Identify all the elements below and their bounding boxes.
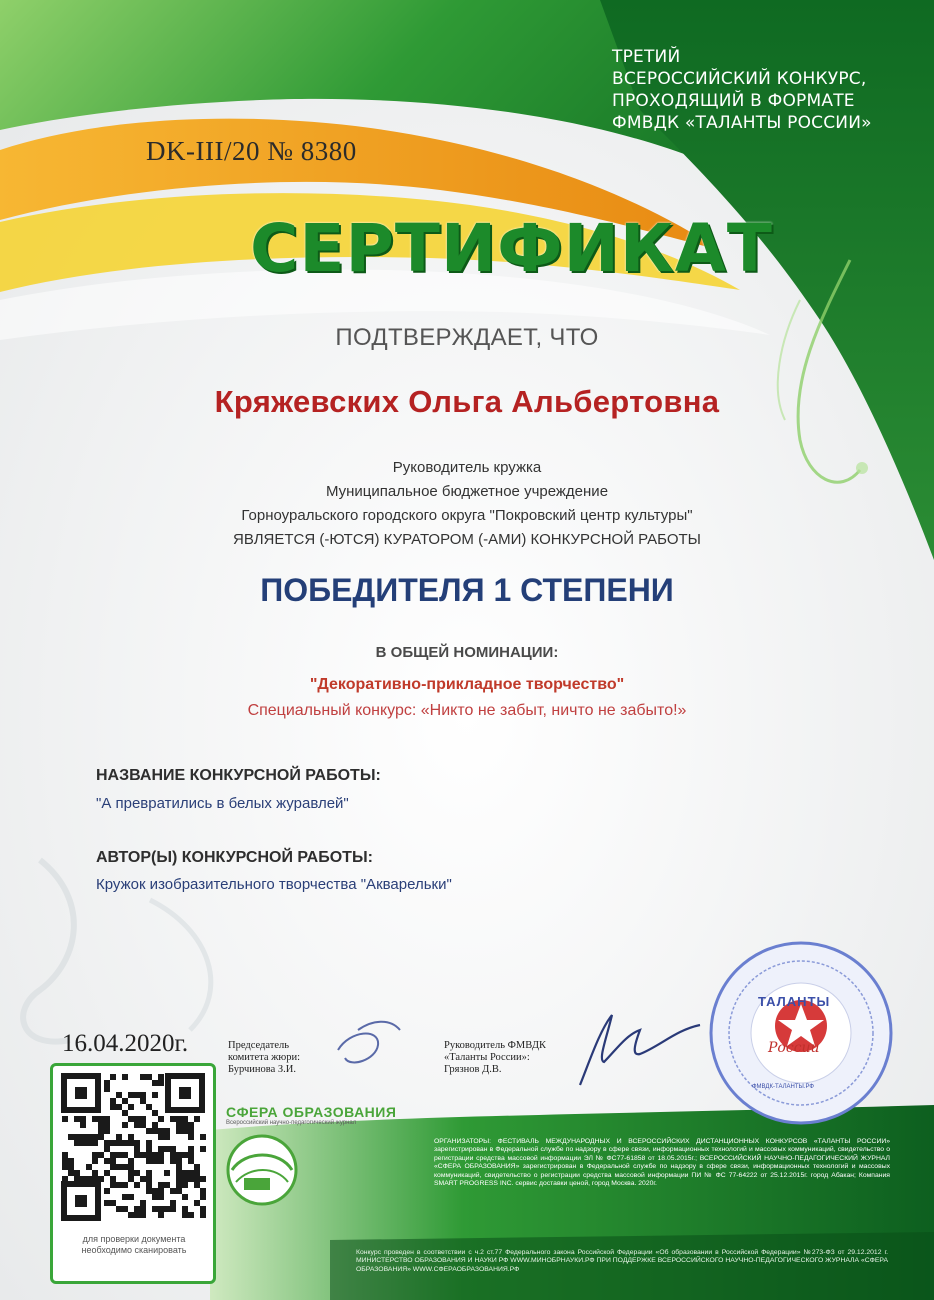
sfera-logo bbox=[228, 1136, 296, 1204]
stamp-script: России bbox=[768, 1040, 820, 1056]
official-stamp bbox=[706, 938, 896, 1128]
qr-code bbox=[60, 1072, 206, 1230]
confirms-text: ПОДТВЕРЖДАЕТ, ЧТО bbox=[335, 324, 599, 351]
contest-head: Руководитель ФМВДК «Таланты России»: Грязнов Д.В. bbox=[444, 1040, 547, 1075]
jury-chair: Председатель комитета жюри: Бурчинова З.И. bbox=[228, 1040, 301, 1075]
document-number: DK-III/20 № 8380 bbox=[146, 136, 357, 166]
organizers-text: ОРГАНИЗАТОРЫ: ФЕСТИВАЛЬ МЕЖДУНАРОДНЫХ И ВСЕРОССИЙСКИХ ДИСТАНЦИОННЫХ КОНКУРСОВ «ТАЛАНТЫ РОССИИ» зарегистрирован в Федеральной службе по надзору в сфере связи, информационных технологий и массовых коммуникаций, свидетельство о регистрации средства массовой информации ЭЛ № ФС77-61858 от 18.05.2015г.; ВСЕРОССИЙСКИЙ НАУЧНО-ПЕДАГОГИЧЕСКИЙ ЖУРНАЛ «СФЕРА ОБРАЗОВАНИЯ» зарегистрирован в Федеральной службе по надзору в сфере связи, информационных технологий и массовых коммуникаций, свидетельство о регистрации средства массовой информации ПИ № ФС 77-64222 от 25.12.2015г. город Абакан; Компания SMART PROGRESS INC. сервис доставки ценой, город Москва. 2020г. bbox=[434, 1138, 890, 1188]
nomination-name: "Декоративно-прикладное творчество" bbox=[309, 676, 625, 693]
certificate-title: СЕРТИФИКАТ bbox=[250, 210, 773, 287]
contest-header: ТРЕТИЙ ВСЕРОССИЙСКИЙ КОНКУРС, ПРОХОДЯЩИЙ В ФОРМАТЕ ФМВДК «ТАЛАНТЫ РОССИИ» bbox=[612, 47, 872, 133]
qr-caption: для проверки документа необходимо сканировать bbox=[81, 1234, 187, 1255]
special-contest: Специальный конкурс: «Никто не забыт, ничто не забыто!» bbox=[247, 702, 687, 719]
stamp-title: ТАЛАНТЫ bbox=[758, 994, 831, 1009]
recipient-name: Кряжевских Ольга Альбертовна bbox=[214, 384, 720, 419]
stamp-site: ФМВДК-ТАЛАНТЫ.РФ bbox=[752, 1084, 814, 1090]
work-title: "А превратились в белых журавлей" bbox=[96, 795, 349, 812]
authors-label: АВТОР(Ы) КОНКУРСНОЙ РАБОТЫ: bbox=[96, 849, 373, 866]
authors: Кружок изобразительного творчества "Акварельки" bbox=[96, 876, 452, 893]
partner-subtitle: Всероссийский научно-педагогический журнал bbox=[226, 1120, 357, 1126]
legal-footer: Конкурс проведен в соответствии с ч.2 ст.77 Федерального закона Российской Федерации «Об образовании в Российской Федерации» №273-ФЗ от 29.12.2012 г. МИНИСТЕРСТВО ОБРАЗОВАНИЯ И НАУКИ РФ WWW.МИНОБРНАУКИ.РФ ПРИ ПОДДЕРЖКЕ ВСЕРОССИЙСКОГО НАУЧНО-ПЕДАГОГИЧЕСКОГО ЖУРНАЛА «СФЕРА ОБРАЗОВАНИЯ» WWW.СФЕРАОБРАЗОВАНИЯ.РФ bbox=[356, 1249, 888, 1273]
partner-name: СФЕРА ОБРАЗОВАНИЯ bbox=[226, 1104, 397, 1120]
award-level: ПОБЕДИТЕЛЯ 1 СТЕПЕНИ bbox=[260, 572, 674, 608]
nomination-label: В ОБЩЕЙ НОМИНАЦИИ: bbox=[375, 644, 559, 661]
recipient-role: Руководитель кружка Муниципальное бюджетное учреждение Горноуральского городского округа "Покровский центр культуры" ЯВЛЯЕТСЯ (-ЮТСЯ) КУРАТОРОМ (-АМИ) КОНКУРСНОЙ РАБОТЫ bbox=[233, 459, 701, 548]
work-title-label: НАЗВАНИЕ КОНКУРСНОЙ РАБОТЫ: bbox=[96, 767, 381, 784]
issue-date: 16.04.2020г. bbox=[62, 1030, 189, 1057]
